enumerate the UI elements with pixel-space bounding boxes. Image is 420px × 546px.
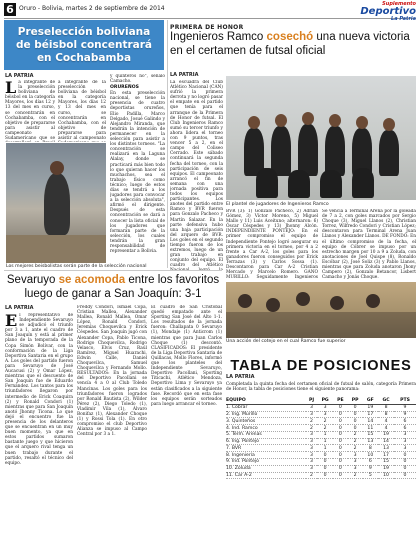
stat-cell: 8 — [363, 445, 378, 452]
stat-cell: 0 — [333, 472, 348, 479]
player-head — [296, 292, 310, 306]
player-figure — [379, 130, 399, 176]
stat-cell: 3 — [348, 452, 363, 459]
futsal-headline — [170, 31, 414, 58]
stat-cell: 9 — [394, 411, 416, 418]
page-number: 6 — [4, 3, 16, 16]
sevaruyo-col2-text: Freddy Condori, Ismael Copa, Cristian Mallea, Alexander Mallea, Ronald Mallea, Omar López, Ronald Condori, Jeremías Choquevilca y Erick Céspedes. San Joaquín jugó con Alexander Copa, Pablo Ticona, Rodrigo Choquevilca, Rodrigo Velasco, Elvis Cruz, Raúl Ramírez, Miguel Huarachi, Edwin Calle, Daniel Choquevilca, Samuel Choquevilca y Fernando Mollo. RESULTADOS: En la jornada del Deportivo Pacollani se vencía 4 a 0 al Club Toledo Mancinas. Los goles para los triunfadores fueron logrados por Ronald Bautista (2), Wilder Pérez (2), Diego Toledo (1), Vladimir Vila (1), Álvaro Bonifaz (1), Alexander Choque (1) y Rossi Tola (1). En otro compromiso el club Deportivo Alianza se impuso al Campo Central por 3 a 1. — [77, 305, 147, 438]
futsal-headline-post: una nueva victoria en el certamen de futsal oficial — [170, 31, 410, 57]
column-header: PE — [333, 398, 348, 404]
player-head — [302, 112, 314, 125]
stat-cell: 10 — [378, 472, 394, 479]
table-row — [226, 472, 416, 479]
stat-cell: 5 — [363, 472, 378, 479]
stat-cell: 3 — [306, 459, 317, 466]
stat-cell: 2 — [348, 445, 363, 452]
stat-cell: 2 — [317, 418, 333, 425]
stat-cell: 9 — [363, 465, 378, 472]
court-floor — [226, 312, 416, 338]
stat-cell: 19 — [378, 431, 394, 438]
stat-cell: 2 — [348, 472, 363, 479]
section-tag: LA PATRIA — [5, 305, 34, 311]
standings-note: Completada la quinta fecha del certamen oficial de futsal de salón, categoría Primera de Honor, la tabla de posiciones tiene el siguiente panorama: — [226, 382, 416, 393]
player-figure — [271, 126, 291, 176]
sevaruyo-col3 — [151, 305, 222, 543]
stat-cell: 4 — [378, 418, 394, 425]
stat-cell: 3 — [317, 411, 333, 418]
stat-cell: 0 — [333, 452, 348, 459]
stat-cell: 3 — [306, 465, 317, 472]
section-tag: LA PATRIA — [5, 73, 34, 79]
stat-cell: 0 — [333, 445, 348, 452]
baseball-headline: Preselección boliviana de béisbol concentrará en Cochabamba — [15, 25, 153, 64]
stat-cell: 3 — [306, 404, 317, 411]
field-ground — [6, 235, 106, 263]
baseball-col1-text: a integrante de la preselección boliviana de béisbol en la categoría Mayores, los días 12 y 13 del mes en curso, se concentrarán en Cochabamba, con el objetivo de prepararse para asistir al campeonato Sudamericano que se — [5, 80, 55, 142]
futsal-kicker: PRIMERA DE HONOR — [170, 24, 244, 31]
stat-cell: 15 — [378, 459, 394, 466]
column-header: PTS — [394, 398, 416, 404]
player-head — [383, 118, 395, 131]
stat-cell: 3 — [394, 438, 416, 445]
futsal-col1 — [170, 80, 223, 270]
page-header — [4, 1, 416, 22]
stat-cell: 3 — [306, 438, 317, 445]
stat-cell: 1 — [317, 438, 333, 445]
sevaruyo-headline-accent: se acomoda — [58, 274, 126, 286]
stat-cell: 2 — [306, 425, 317, 432]
column-header: GF — [363, 398, 378, 404]
stat-cell: 0 — [348, 404, 363, 411]
stat-cell: 0 — [333, 465, 348, 472]
team-name-cell: 5. Term. Arenas — [226, 431, 306, 438]
player-head — [366, 294, 380, 308]
logo-main: Deportivo — [360, 6, 416, 17]
baseball-col2 — [110, 74, 165, 270]
sevaruyo-col2 — [77, 305, 147, 543]
team-photo-caption: El plantel de jugadores de Ingenieros Ramco — [226, 202, 329, 207]
stat-cell: 0 — [348, 411, 363, 418]
stat-cell: 0 — [333, 411, 348, 418]
logo-top: Suplemento — [382, 1, 416, 7]
player-head — [275, 114, 287, 127]
standings-title: TABLA DE POSICIONES — [230, 358, 412, 374]
stat-cell: 4 — [378, 425, 394, 432]
stat-cell: 6 — [394, 418, 416, 425]
kneeling-player — [352, 168, 374, 198]
stat-cell: 0 — [333, 431, 348, 438]
stat-cell: 14 — [378, 438, 394, 445]
futsal-col1-text: La escuadra del Club Atlético Nacional (CAN) sufrió la primera derrota y no logró pasar el empate en el partido que tenía para el arranque de la Primera de Honor de futsal. El Club Ingenieros Ramco sumó su tercer triunfo y ahora lidera el torneo con 9 puntos, tras vencer 5 a 2, en el campo del Coliseo Cerrado. Este sábado continuará la segunda fecha del torneo, con la participación de seis equipos. El campeonato arrancó el fin de semana con una jornada positiva para todos los equipos participantes. Los anotes del partido entre Ramco y BVR fueron para Gonzalo Pacheco y Martín Salazar. En la parte defensiva hubo una baja participación del arquero de BVR. Los goles en el segundo tiempo fueron de los extremos, luego de un gran trabajo en conjunto del equipo. El cuadro del Atlético — [170, 80, 223, 269]
stat-cell: 6 — [394, 425, 416, 432]
stat-cell: 3 — [306, 431, 317, 438]
stat-cell: 19 — [378, 465, 394, 472]
column-divider — [167, 20, 168, 268]
standings-table — [226, 398, 416, 479]
player-figure — [325, 126, 345, 176]
stat-cell: 0 — [317, 459, 333, 466]
column-header: EQUIPO — [226, 398, 306, 404]
stat-cell: 13 — [363, 438, 378, 445]
baseball-col1b-text: a integrante de la preselección boliviana de béisbol en la categoría Mayores, los días 12 y 13 del mes en curso, se concentrarán en Cochabamba, con el objetivo de prepararse para asistir al campeonato — [58, 80, 106, 142]
stat-cell: 17 — [363, 411, 378, 418]
stat-cell: 2 — [306, 472, 317, 479]
stat-cell: 0 — [333, 425, 348, 432]
player-figure — [298, 124, 318, 176]
column-header: PG — [317, 398, 333, 404]
table-row — [226, 411, 416, 418]
column-header: PP — [348, 398, 363, 404]
team-name-cell: 2. Ing. Murillo — [226, 411, 306, 418]
futsal-headline-pre: Ingenieros Ramco — [170, 31, 267, 43]
section-rule — [4, 270, 222, 271]
stat-cell: 3 — [306, 411, 317, 418]
table-row — [226, 431, 416, 438]
team-name-cell: 3. Quinteños — [226, 418, 306, 425]
section-tag: LA PATRIA — [226, 374, 255, 380]
stat-cell: 15 — [363, 431, 378, 438]
futsal-col3 — [322, 209, 416, 279]
stat-cell: 0 — [333, 438, 348, 445]
team-name-cell: 6. Ing. Pontejo — [226, 438, 306, 445]
futsal-col2 — [226, 209, 318, 279]
player-head — [329, 114, 341, 127]
dateline: Oruro - Bolivia, martes 2 de septiembre de 2014 — [19, 5, 165, 12]
baseball-player-head — [50, 161, 64, 175]
stat-cell: 2 — [317, 425, 333, 432]
player-head — [248, 116, 260, 129]
stat-cell: 3 — [317, 404, 333, 411]
sevaruyo-col1-text: l representativo de Independiente Sevaruyo se adjudicó el triunfo por 3 a 1, ante el cuadro de San Joaquín y está al primer plano de la temporada de la Copa Simón Bolívar, con la conformación de la Liga Deportiva Santaria en el grupo A. Los goles del partido fueron para Sevaruyo de José Aucacusi (2) y Omar López, mientras que el descuento de San Joaquín fue de Eduardo Fernández. Los tantos para los triunfadores llegaron por intermedio de Erick Coaquira (2) y Ronald Condori (1) mientras que para San Joaquín anotó Jhonny Ticona. Lo que dejó el encuentro fue la presencia de los delanteros que se encuentran en un muy buen momento, ya que en estos partidos sumaron bastante juego y que hicieron que el arquero rival tenga un buen trabajo durante el partido, resaltó el técnico del equipo. — [5, 313, 73, 466]
table-row — [226, 418, 416, 425]
sevaruyo-headline-pre: Sevaruyo — [6, 274, 59, 286]
kneeling-player — [320, 170, 342, 198]
stat-cell: 6 — [363, 459, 378, 466]
baseball-photo-caption: Los mejores beisbolistas serán parte de la selección nacional — [6, 264, 147, 269]
dropcap: E — [5, 313, 18, 330]
baseball-col1 — [5, 80, 55, 142]
team-name-cell: 11. Car A-2 — [226, 472, 306, 479]
stat-cell: 0 — [317, 452, 333, 459]
futsal-headline-accent: cosechó — [266, 31, 314, 43]
sevaruyo-headline-post: entre los favoritos luego de ganar a San Joaquín: 3-1 — [24, 274, 220, 300]
table-row — [226, 425, 416, 432]
stat-cell: 2 — [348, 438, 363, 445]
stat-cell: 0 — [394, 472, 416, 479]
team-name-cell: 8. Ingeniería — [226, 452, 306, 459]
baseball-player-figure — [44, 173, 70, 235]
column-header: GC — [378, 398, 394, 404]
baseball-photo — [6, 143, 106, 263]
stat-cell: 2 — [348, 431, 363, 438]
table-row — [226, 465, 416, 472]
sevaruyo-col3-text: El cuadro de San Cristóbal quedó empatado ante el Sporting San José del Alto 1-1. Los resultados de la jornada fueron: Challapata 0 Sevaruyo (1), Mondaje (1) Anticrom (1) mientras que para Juan Carlos Choque (1) descontó. CLASIFICADOS: El presidente de la Liga Deportiva Santaria de Quillacas, Mollo Flores, informó que los planteles del Independiente Sevaruyo, Deportivo Pacollani, Sporting Titicachi, Atlético Mendoza, Deportivo Lima y Sevaruyo ya están clasificados a la siguiente fase. Recordó que en esta fase los equipos serán sorteados para luego arrancar el torneo. — [151, 305, 222, 407]
stat-cell: 0 — [348, 425, 363, 432]
supplement-logo — [346, 1, 416, 22]
stat-cell: 19 — [363, 404, 378, 411]
futsal-col2-text: BVR (3): 1) Gonzalo Pacheco, 2) Adrián Gómez, 3) Víctor Moreno, 5) Miguel Mallo y 11) Luis Aceituno; alternaron: 6) Óscar Céspedes y 13) Jhonny Alcón. INDEPENDIENTE PONTEJO: En el primer compromiso el equipo de Independiente Pontejo logró asegurar su primera victoria en el torneo, por 4 a 2 frente a Car A-2, los goles para los ganadores fueron conseguidos por Erick Terrazas (3) y Carlos Sossa (1). Descontaron para Car A-2 Cristian Mercado y Marcelo Romero. GANO MURILLO: Seguidamente Ingenieros — [226, 209, 318, 279]
stat-cell: 0 — [333, 459, 348, 466]
stat-cell: 2 — [306, 418, 317, 425]
team-name-cell: 9. Ind. Pontejo — [226, 459, 306, 466]
stat-cell: 11 — [363, 425, 378, 432]
column-header: PJ — [306, 398, 317, 404]
orurenos-subhead: ORUREÑOS — [110, 85, 139, 91]
player-head — [266, 298, 280, 312]
stat-cell: 0 — [348, 418, 363, 425]
standings-body — [226, 404, 416, 479]
stat-cell: 13 — [378, 445, 394, 452]
stat-cell: 8 — [378, 411, 394, 418]
futsal-col3-text: Se vencía a Terminal Arena por la goleada de 7 a 2, con goles marcados por Sergio Choque (3), Miguel Llanos (2), Christian Torrez, Wilfredo Condori y Cristian López; descontaron para Terminal Arena Juan Llanos y Alexander Llanos. DE FONDO: En el último compromiso de la fecha, el equipo de Cóbrer se impuso por un estrecho margen por 10 a 9 a Zoluda, con anotaciones de Joel Quispe (8), Ronaldo Escóbar (2), José Soliz (3) y Pablo Llanos, mientras que para Zoluda anotaron Jhony Campero (2), Gonzalo Betancor, Lisbert Camacho y Jonás Choque. — [322, 209, 416, 279]
table-row — [226, 459, 416, 466]
baseball-col1b — [58, 80, 106, 142]
stat-cell: 0 — [317, 472, 333, 479]
baseball-col2-text: y quinteros no", señaló Camacho. — [110, 74, 165, 85]
table-row — [226, 452, 416, 459]
stat-cell: 0 — [333, 418, 348, 425]
stat-cell: 17 — [378, 452, 394, 459]
stat-cell: 1 — [317, 431, 333, 438]
stat-cell: 0 — [394, 459, 416, 466]
team-name-cell: 10. Zoluda — [226, 465, 306, 472]
stat-cell: 3 — [394, 431, 416, 438]
team-name-cell: 1. Cobrar — [226, 404, 306, 411]
section-tag: LA PATRIA — [170, 72, 199, 78]
stat-cell: 0 — [394, 452, 416, 459]
sevaruyo-headline — [4, 273, 222, 301]
stat-cell: 8 — [378, 404, 394, 411]
stat-cell: 0 — [394, 465, 416, 472]
stat-cell: 3 — [394, 445, 416, 452]
team-photo — [226, 76, 416, 200]
player-head — [238, 294, 252, 308]
kneeling-player — [288, 170, 310, 198]
logo-bottom: La Patria — [391, 16, 416, 22]
match-photo-caption: Una acción del cotejo en el cual Ramco fue superior — [226, 339, 346, 344]
stat-cell: 14 — [363, 418, 378, 425]
team-name-cell: 4. Ind. Ramco — [226, 425, 306, 432]
stat-cell: 0 — [317, 465, 333, 472]
player-head — [356, 116, 368, 129]
dropcap: L — [5, 80, 17, 97]
sevaruyo-col1 — [5, 313, 73, 543]
table-row — [226, 404, 416, 411]
orurenos-text: En esta preselección nacional, se tiene la presencia de cuatro deportistas orureños, Elio Padilla, Marco Delgado, Josué Galindo y Alejandro Miranda, que tendrán la intención de permanecer en la selección para asistir a los distintos torneos. "La concentración se realizará en la Laguna Alalay, donde se practicará más bien todo lo que quieran hacer los muchachos, sea el trabajo físico como técnico; luego de estos días se tendrá a los jugadores para convocar a la selección absoluta", afirmó el dirigente. Después de esta concentración se dará a conocer la lista oficial de los jugadores que formarán parte de la selección, los cuales tendrán la gran responsabilidad de representar a Bolivia. — [110, 91, 165, 255]
match-action-photo — [226, 282, 416, 338]
stat-cell: 9 — [394, 404, 416, 411]
table-row — [226, 445, 416, 452]
stat-cell: 0 — [333, 404, 348, 411]
stat-cell: 3 — [306, 445, 317, 452]
stat-cell: 3 — [348, 465, 363, 472]
player-head — [330, 296, 344, 310]
stat-cell: 3 — [306, 452, 317, 459]
stat-cell: 1 — [317, 445, 333, 452]
baseball-headline-box — [4, 20, 164, 70]
stat-cell: 3 — [348, 459, 363, 466]
kneeling-player — [256, 168, 278, 198]
stat-cell: 10 — [363, 452, 378, 459]
team-name-cell: 7. BVR — [226, 445, 306, 452]
table-row — [226, 438, 416, 445]
